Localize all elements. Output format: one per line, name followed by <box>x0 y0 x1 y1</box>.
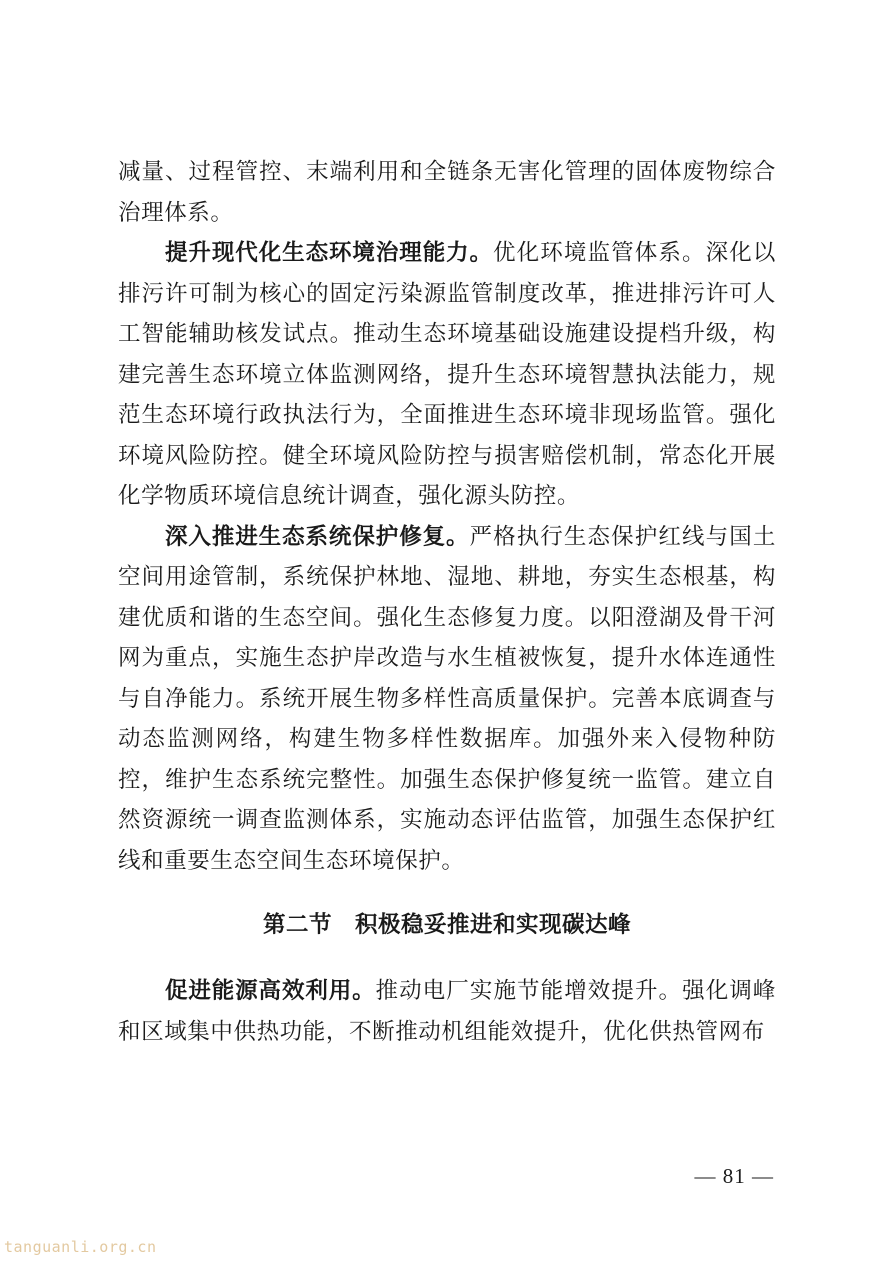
paragraph-text: 推动电厂实施节能增效提升。强化调峰和区域集中供热功能，不断推动机组能效提升，优化供热管网布 <box>118 978 777 1045</box>
paragraph-lead-heading: 促进能源高效利用。 <box>165 978 376 1004</box>
paragraph-lead-heading: 提升现代化生态环境治理能力。 <box>165 240 493 266</box>
paragraph-text: 优化环境监管体系。深化以排污许可制为核心的固定污染源监管制度改革，推进排污许可人工智能辅助核发试点。推动生态环境基础设施建设提档升级，构建完善生态环境立体监测网络，提升生态环境智慧执法能力，规范生态环境行政执法行为，全面推进生态环境非现场监管。强化环境风险防控。健全环境风险防控与损害赔偿机制，常态化开展化学物质环境信息统计调查，强化源头防控。 <box>118 240 777 509</box>
page-number: — 81 — <box>694 1164 774 1188</box>
page-content <box>118 152 776 1052</box>
paragraph-text: 减量、过程管控、末端利用和全链条无害化管理的固体废物综合治理体系。 <box>118 159 776 226</box>
section-heading: 第二节 积极稳妥推进和实现碳达峰 <box>262 912 631 938</box>
paragraph-governance-capacity <box>118 233 776 517</box>
paragraph-energy-efficiency <box>118 971 776 1052</box>
paragraph-continuation <box>118 152 776 233</box>
paragraph-ecosystem-restoration <box>118 517 776 882</box>
paragraph-lead-heading: 深入推进生态系统保护修复。 <box>165 523 470 550</box>
paragraph-text: 严格执行生态保护红线与国土空间用途管制，系统保护林地、湿地、耕地，夯实生态根基，构建优质和谐的生态空间。强化生态修复力度。以阳澄湖及骨干河网为重点，实施生态护岸改造与水生植被恢复，提升水体连通性与自净能力。系统开展生物多样性高质量保护。完善本底调查与动态监测网络，构建生物多样性数据库。加强外来入侵物种防控，维护生态系统完整性。加强生态保护修复统一监管。建立自然资源统一调查监测体系，实施动态评估监管，加强生态保护红线和重要生态空间生态环境保护。 <box>118 523 776 874</box>
watermark-text: tanguanli.org.cn <box>4 1238 157 1256</box>
